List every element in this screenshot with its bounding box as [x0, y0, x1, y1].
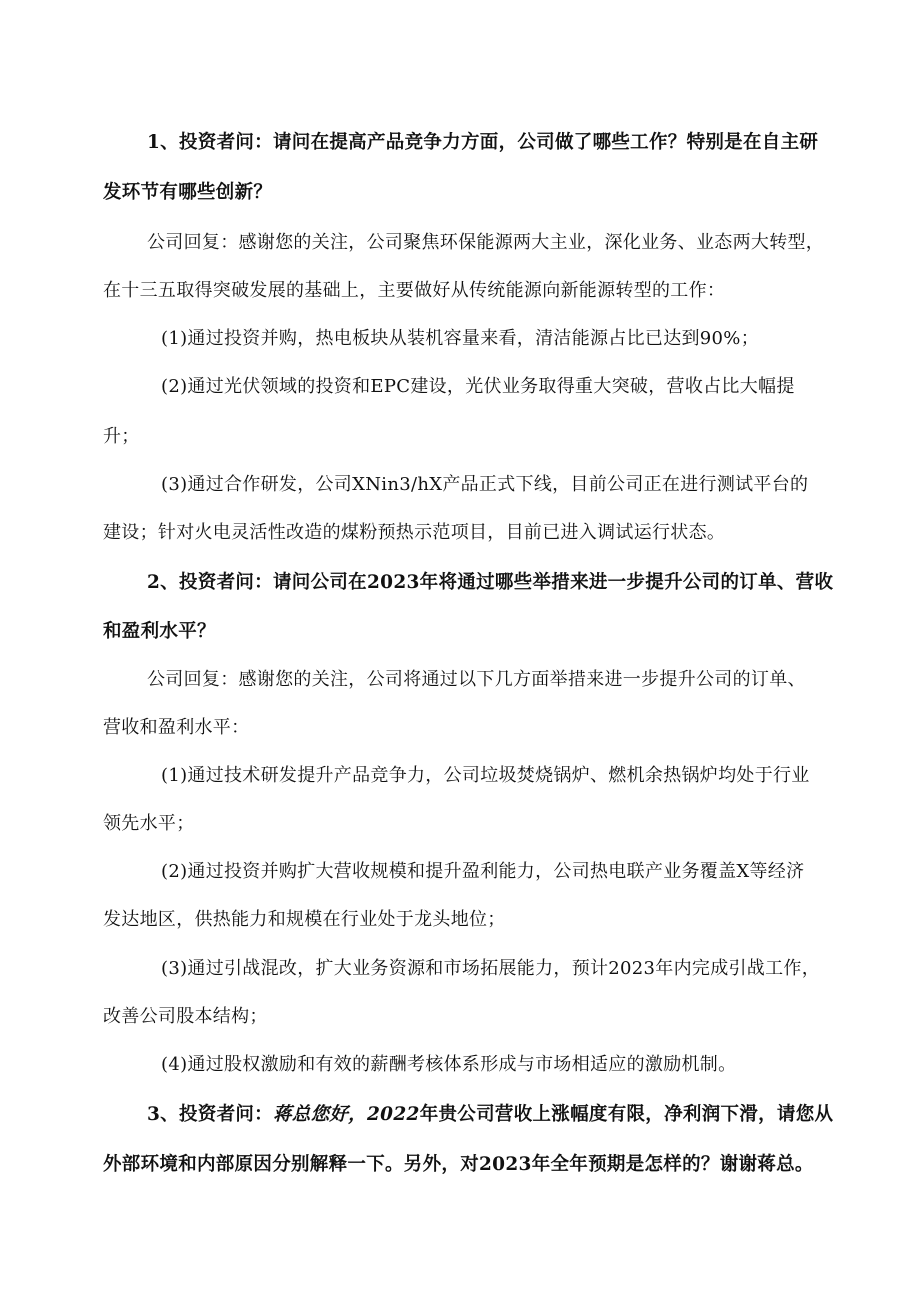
answer-1-intro-line-1: 公司回复：感谢您的关注，公司聚焦环保能源两大主业，深化业务、业态两大转型，: [147, 232, 825, 253]
question-3-text: 年贵公司营收上涨幅度有限，净利润下滑，请您从: [419, 1104, 834, 1125]
question-3-line-1: [147, 1103, 833, 1127]
answer-2-item-2-line-1: (2)通过投资并购扩大营收规模和提升盈利能力，公司热电联产业务覆盖X等经济: [161, 861, 805, 882]
answer-2-intro-line-1: 公司回复：感谢您的关注，公司将通过以下几方面举措来进一步提升公司的订单、: [147, 669, 806, 690]
answer-1-item-3-line-1: (3)通过合作研发，公司XNin3/hX产品正式下线，目前公司正在进行测试平台的: [161, 474, 809, 495]
question-1-line-2: 发环节有哪些创新？: [103, 182, 273, 203]
question-2-line-1: 2、投资者问：请问公司在2023年将通过哪些举措来进一步提升公司的订单、营收: [147, 572, 834, 593]
question-3-year: 2022: [367, 1104, 420, 1125]
question-3-prefix: 3、投资者问：: [147, 1104, 273, 1125]
answer-1-intro-line-2: 在十三五取得突破发展的基础上，主要做好从传统能源向新能源转型的工作：: [103, 280, 726, 301]
answer-2-item-4: (4)通过股权激励和有效的薪酬考核体系形成与市场相适应的激励机制。: [161, 1054, 737, 1075]
answer-2-item-2-line-2: 发达地区，供热能力和规模在行业处于龙头地位；: [103, 909, 506, 930]
answer-2-item-3-line-2: 改善公司股本结构；: [103, 1006, 268, 1027]
answer-1-item-1: (1)通过投资并购，热电板块从装机容量来看，清洁能源占比已达到90%；: [161, 328, 760, 349]
question-3-line-2: 外部环境和内部原因分别解释一下。另外，对2023年全年预期是怎样的？谢谢蒋总。: [103, 1154, 814, 1175]
answer-1-item-2-line-2: 升；: [103, 426, 140, 447]
question-2-line-2: 和盈利水平？: [103, 621, 216, 642]
answer-2-intro-line-2: 营收和盈利水平：: [103, 717, 250, 738]
question-1-line-1: 1、投资者问：请问在提高产品竞争力方面，公司做了哪些工作？特别是在自主研: [147, 132, 819, 153]
answer-1-item-2-line-1: (2)通过光伏领域的投资和EPC建设，光伏业务取得重大突破，营收占比大幅提: [161, 376, 795, 397]
answer-2-item-1-line-1: (1)通过技术研发提升产品竞争力，公司垃圾焚烧锅炉、燃机余热锅炉均处于行业: [161, 765, 810, 786]
answer-1-item-3-line-2: 建设；针对火电灵活性改造的煤粉预热示范项目，目前已进入调试运行状态。: [103, 522, 726, 543]
answer-2-item-1-line-2: 领先水平；: [103, 813, 195, 834]
answer-2-item-3-line-1: (3)通过引战混改，扩大业务资源和市场拓展能力，预计2023年内完成引战工作，: [161, 958, 821, 979]
question-3-greeting: 蒋总您好，: [272, 1104, 367, 1125]
